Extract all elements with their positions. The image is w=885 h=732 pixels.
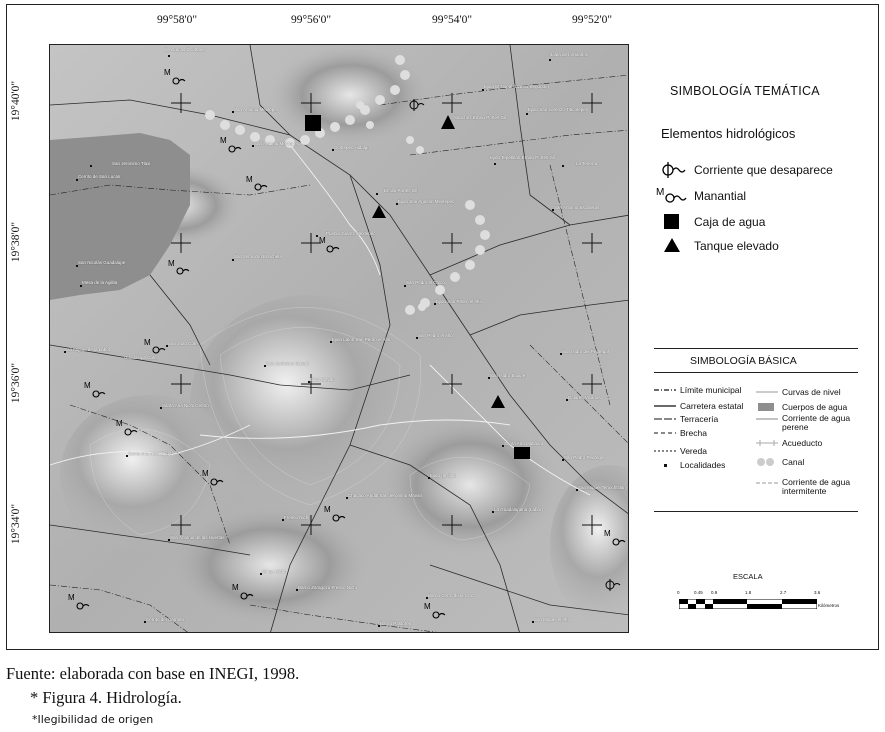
svg-text:M: M xyxy=(202,469,209,478)
place-label: San Isidro del Pedregal xyxy=(562,349,609,354)
water-box-icon xyxy=(514,447,530,459)
place-label: Barrio Cerro de la Cruz xyxy=(428,593,475,598)
svg-text:M: M xyxy=(68,593,75,602)
place-label: San Miguel el Alto xyxy=(534,617,571,622)
legend-canal: Canal xyxy=(756,457,804,467)
legend-perennial-stream: Corriente de agua perene xyxy=(782,413,851,432)
place-label: Minas Nichi xyxy=(262,569,286,574)
place-label: San Pedro Pedregal xyxy=(564,455,605,460)
legend-hydro-subtitle: Elementos hidrológicos xyxy=(661,126,796,141)
legend-dirt-road: Terracería xyxy=(680,414,719,424)
place-label: San Jerónimo Bonchete xyxy=(234,254,283,259)
place-label: Ejido Tepetitlán Emilio Portes Gil xyxy=(490,155,555,160)
place-label: Santa Ana Nichi Ejido xyxy=(128,451,172,456)
place-label: Cerrito de San Lucas xyxy=(78,174,121,179)
place-label: San Jeronimo Tlaxi xyxy=(112,161,151,166)
place-label: Ejido Mavati xyxy=(310,377,335,382)
place-label: Sanchez Emilio Portes Gil xyxy=(454,115,507,120)
place-label: San Miguel de la Labor xyxy=(64,347,111,352)
place-label: San Antonio Mextepec xyxy=(254,141,300,146)
place-label: La Tenería xyxy=(576,161,598,166)
latitude-label: 19°34'0" xyxy=(10,503,23,545)
divider xyxy=(654,511,858,512)
place-label: Guadalupe Coté xyxy=(124,355,157,360)
place-label: Emilio Portes Gil xyxy=(384,188,418,193)
place-label: Santa Ana Matlavat xyxy=(504,441,544,446)
place-label: Chacaco Andal San Jerónimo Mavati xyxy=(348,493,422,498)
caption-figure: * Figura 4. Hidrología. xyxy=(30,688,182,707)
svg-text:M: M xyxy=(656,187,665,198)
divider xyxy=(654,348,858,349)
longitude-label: 99°58'0" xyxy=(156,14,198,26)
disappearing-stream-icon xyxy=(654,160,694,180)
place-label: La Guadalupana (Labor) xyxy=(494,507,544,512)
svg-text:M: M xyxy=(232,583,239,592)
legend-label: Manantial xyxy=(694,189,747,203)
spring-icon xyxy=(654,186,694,206)
hill-relief xyxy=(270,45,430,145)
legend-municipal-limit: Límite municipal xyxy=(680,385,742,395)
place-label: Jalpa de los Baños xyxy=(550,52,589,57)
legend-item-water-box xyxy=(654,212,765,232)
svg-text:M: M xyxy=(604,529,611,538)
longitude-label: 99°54'0" xyxy=(431,14,473,26)
place-label: San Antonio de las Huertas xyxy=(170,535,225,540)
scale-ticks: 0 0.45 0.9 1.8 2.7 3.6 xyxy=(677,590,821,595)
hydrology-map xyxy=(49,44,629,633)
place-label: San Isidro Boxipe xyxy=(490,373,526,378)
place-label: Mesa de la Agilita xyxy=(82,280,118,285)
place-label: Cerrito del Carmen xyxy=(146,617,185,622)
place-label: San Pedro el Chico xyxy=(406,280,445,285)
legend-path: Vereda xyxy=(680,446,707,456)
legend-aqueduct: Acueducto xyxy=(756,438,822,448)
svg-text:M: M xyxy=(144,338,151,347)
place-label: Barrio Zaragoza Fresno Nichi xyxy=(298,585,357,590)
legend-gap: Brecha xyxy=(680,428,707,438)
place-label: San Jerónimo Mavati xyxy=(266,361,309,366)
caption-source: Fuente: elaborada con base en INEGI, 1998. xyxy=(6,664,300,683)
place-label: San Pedro el Alto xyxy=(418,333,453,338)
legend-item-spring xyxy=(654,186,746,206)
place-label: Ejido San Pedro el Alto xyxy=(436,299,483,304)
place-label: San Antonio Escaleras xyxy=(554,205,600,210)
legend-thematic-title: SIMBOLOGÍA TEMÁTICA xyxy=(670,84,820,98)
legend-label: Caja de agua xyxy=(694,215,766,229)
place-label: Ejido San Lorenzo Tlacotepec xyxy=(528,107,588,112)
svg-text:M: M xyxy=(84,381,91,390)
svg-text:M: M xyxy=(220,136,227,145)
place-label: San Juan Coté xyxy=(168,341,198,346)
latitude-label: 19°40'0" xyxy=(10,80,23,122)
water-box-icon xyxy=(654,212,694,232)
place-label: Ejido El Nopal (Llanito Segundo) xyxy=(484,84,550,89)
legend-intermittent-stream: Corriente de agua intermitente xyxy=(782,477,851,496)
legend-state-road: Carretera estatal xyxy=(680,401,744,411)
svg-text:M: M xyxy=(319,236,326,245)
hill-relief xyxy=(380,415,560,555)
place-label: Pueblo Juárez Mextepec xyxy=(326,231,376,236)
place-label: San Miguel Tenochtitlán xyxy=(578,485,626,490)
place-label: Santa Ana Nichi Centro xyxy=(162,403,209,408)
elevated-tank-icon xyxy=(654,236,694,256)
divider xyxy=(654,372,858,373)
legend-item-elevated-tank xyxy=(654,236,779,256)
latitude-label: 19°38'0" xyxy=(10,221,23,263)
place-label: San Antonio Mextepec xyxy=(234,107,280,112)
place-label: Barrio Pastores xyxy=(380,621,412,626)
place-label: Ocotepec Hidalgo xyxy=(334,145,370,150)
place-label: Ejido de Jilot xyxy=(430,473,456,478)
place-label: Ejido Lalón San Pedro el Alto xyxy=(332,337,391,342)
legend-basic-title: SIMBOLOGÍA BÁSICA xyxy=(690,355,797,367)
longitude-label: 99°52'0" xyxy=(571,14,613,26)
place-label: San Lucas Ocotepec xyxy=(164,47,206,52)
place-label: Fresno Nichi xyxy=(284,515,310,520)
scale-unit: Kilómetros xyxy=(818,603,840,608)
svg-text:M: M xyxy=(424,602,431,611)
place-label: Ejido San Agustín Mextepec xyxy=(398,199,455,204)
place-label: Dolores Vicarios xyxy=(568,395,601,400)
longitude-label: 99°56'0" xyxy=(290,14,332,26)
legend-item-disappearing-stream xyxy=(654,160,833,180)
water-box-icon xyxy=(305,115,321,131)
legend-label: Tanque elevado xyxy=(694,239,779,253)
caption-note: *Ilegibilidad de origen xyxy=(32,713,154,726)
svg-text:M: M xyxy=(168,259,175,268)
svg-text:M: M xyxy=(246,175,253,184)
svg-text:M: M xyxy=(324,505,331,514)
legend-localities: Localidades xyxy=(654,460,725,470)
hill-relief xyxy=(170,505,370,625)
scale-bar xyxy=(679,599,817,609)
place-label: San Nicolás Guadalupe xyxy=(78,260,126,265)
scale-title: ESCALA xyxy=(733,572,763,581)
svg-text:M: M xyxy=(116,419,123,428)
latitude-label: 19°36'0" xyxy=(10,362,23,404)
legend-label: Corriente que desaparece xyxy=(694,163,833,177)
legend-contour-lines: Curvas de nivel xyxy=(782,387,841,397)
svg-text:M: M xyxy=(164,68,171,77)
legend-water-bodies: Cuerpos de agua xyxy=(756,402,847,412)
